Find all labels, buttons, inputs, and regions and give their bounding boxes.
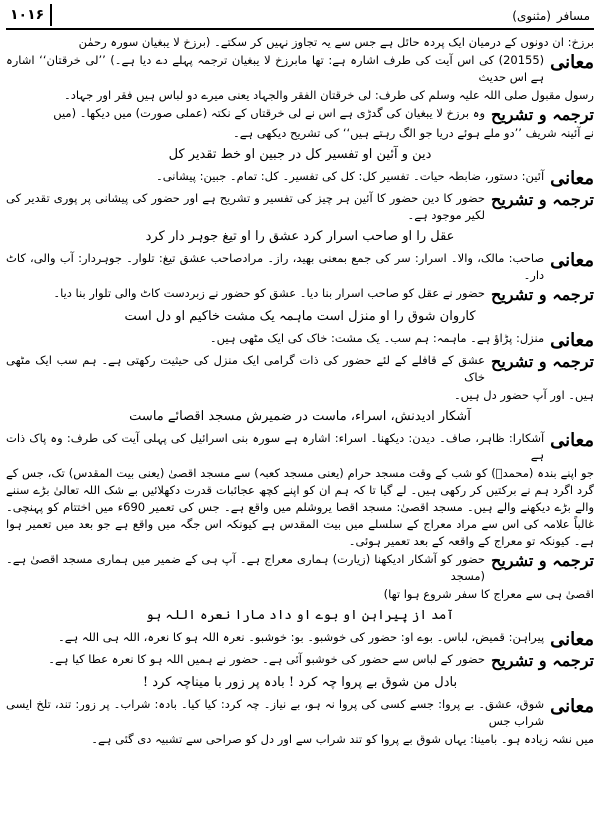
paragraph-text: اقصیٰ ہی سے معراج کا سفر شروع ہوا تھا) [383,587,594,601]
translation-row [6,105,594,124]
translation-heading: ترجمہ و تشریح [491,105,594,124]
document-page [6,4,594,832]
book-title: مسافر (مثنوی) [512,9,590,23]
paragraph-text: میں نشہ زیادہ ہو۔ بامینا: یہاں شوق بے پروا کو تند شراب سے اور دل کو صراحی سے تشبیہ دی گئی ہے۔ [91,732,594,746]
verse-line: عقل را او صاحب اسرار کرد عشق را او تیغ جوہر دار کرد [145,229,455,244]
verse-line: آمد از پیراہن او بوے او داد مارا نعرہ اللہ ہو [146,608,454,623]
translation-heading: ترجمہ و تشریح [491,190,594,209]
translation-heading: ترجمہ و تشریح [491,285,594,304]
verse-line: آشکار ادیدنش، اسراء، ماست در ضمیرش مسجد اقصائے ماست [129,409,471,424]
glossary-row [6,250,594,284]
translation-row [6,551,594,585]
glossary-heading: معانی [550,696,594,717]
paragraph-text: جو اپنے بندہ (محمدؐ) کو شب کے وقت مسجد حرام (یعنی مسجد کعبہ) سے مسجد اقصیٰ (یعنی بیت المقدس) تک، جس کے گرد اگرد ہم نے برکتیں کر رکھی ہیں۔ لے گیا تا کہ ہم ان کو اپنے کچھ عجائبات قدرت دکھلائیں بے شک اللہ تعالیٰ بڑے سننے والے بڑے دیکھنے والے ہیں۔ مسجد اقصیٰ: مسجد اقصا یروشلم میں واقع ہے۔ جس کی تعمیر 690ء میں اختتام کو پہنچی۔ غالباً علامہ کی اس سے مراد معراج کے سلسلے میں بیت المقدس ہے کیونکہ اس جگہ میں واقع ہے جو بعد میں تعمیر ہوا ہے۔ کیونکہ تو معراج کے واقعہ کے بعد تعمیر ہوئی۔ [6,466,594,548]
verse-line: کاروان شوق را او منزل است ماہمہ یک مشت خاکیم او دل است [124,309,476,324]
translation-row [6,190,594,224]
glossary-heading: معانی [550,430,594,451]
verse-line: دین و آئین او تفسیر کل در جبین او خط تقدیر کل [168,147,432,162]
glossary-heading: معانی [550,629,594,650]
row-text: عشق کے قافلے کے لئے حضور کی ذات گرامی ایک منزل کی حیثیت رکھتی ہے۔ ہم سب ایک مٹھی خاک [6,353,485,384]
glossary-heading: معانی [550,168,594,189]
glossary-row [6,52,594,86]
row-text: حضور کا دین حضور کا آئین ہر چیز کی تفسیر و تشریح ہے اور حضور کی پیشانی پر پوری تقدیر کی لکیر موجود ہے۔ [6,191,485,222]
translation-row [6,651,594,670]
glossary-row [6,696,594,730]
row-text: صاحب: مالک، والا۔ اسرار: سر کی جمع بمعنی بھید، راز۔ مرادصاحب عشق تیغ: تلوار۔ جوہردار: آب والی، کاٹ دار۔ [6,251,545,282]
page-number: ۱۰۱۶ [10,4,52,26]
paragraph-text: رسول مقبول صلی اللہ علیہ وسلم کی طرف: لی خرقتان الفقر والجہاد یعنی میرے دو لباس ہیں فقر اور جہاد۔ [64,88,594,102]
row-text: شوق، عشق۔ بے پروا: جسے کسی کی پروا نہ ہو، بے نیاز۔ چہ کرد: کیا کیا۔ بادہ: شراب۔ پر زور: تند، تلخ ایسی شراب جس [6,697,545,728]
book-subtitle: (مثنوی) [512,9,551,23]
glossary-heading: معانی [550,330,594,351]
row-text: وہ برزخ لا یبغیان کی گدڑی ہے اس نے لی خرقتاں کے نکتہ (عملی صورت) میں دیکھا۔ (میں [53,106,485,120]
row-text: حضور کے لباس سے حضور کی خوشبو آئی ہے۔ حضور نے ہمیں اللہ ہو کا نعرہ عطا کیا ہے۔ [48,652,485,666]
paragraph-text: نے آئینہ شریف ’’دو ملے ہوئے دریا جو الگ رہتے ہیں‘‘ کی تشریح دیکھی ہے۔ [232,126,594,140]
translation-row [6,352,594,386]
translation-heading: ترجمہ و تشریح [491,551,594,570]
glossary-row [6,430,594,464]
verse-line: بادل من شوق بے پروا چہ کرد ! بادہ پر زور با میناچہ کرد ! [142,675,458,690]
page-body [6,30,594,748]
row-text: (20155) کی اس آیت کی طرف اشارہ ہے: تھا مابرزخ لا یبغیان ترجمہ پہلے دے دیا ہے۔) ’’لی خرقتان‘‘ اشارہ ہے اس حدیث [6,53,545,84]
paragraph-text: ہیں۔ اور آپ حضور دل ہیں۔ [453,388,594,402]
glossary-row [6,629,594,650]
translation-row [6,285,594,304]
row-text: منزل: پڑاؤ ہے۔ ماہمہ: ہم سب۔ یک مشت: خاک کی ایک مٹھی ہیں۔ [209,331,545,345]
translation-heading: ترجمہ و تشریح [491,651,594,670]
glossary-heading: معانی [550,250,594,271]
paragraph-text: برزخ: ان دونوں کے درمیان ایک پردہ حائل ہے جس سے یہ تجاوز نہیں کر سکتے۔ (برزخ لا یبغیان سورہ رحمٰن [78,35,594,49]
row-text: آئین: دستور، ضابطہ حیات۔ تفسیر کل: کل کی تفسیر۔ کل: تمام۔ جبین: پیشانی۔ [155,169,545,183]
glossary-heading: معانی [550,52,594,73]
row-text: پیراہن: قمیض، لباس۔ بوے او: حضور کی خوشبو۔ بو: خوشبو۔ نعرہ اللہ ہو کا نعرہ، اللہ ہی اللہ ہے۔ [57,630,545,644]
row-text: حضور نے عقل کو صاحب اسرار بنا دیا۔ عشق کو حضور نے زبردست کاٹ والی تلوار بنا دیا۔ [53,286,485,300]
row-text: حضور کو آشکار ادیکھنا (زیارت) ہماری معراج ہے۔ آپ ہی کے ضمیر میں ہماری مسجد اقصیٰ ہے۔ (مسجد [6,552,485,583]
page-header [6,4,594,30]
row-text: آشکارا: ظاہر، صاف۔ دیدن: دیکھنا۔ اسراء: اشارہ ہے سورہ بنی اسرائیل کی پہلی آیت کی طرف: وہ پاک ذات ہے [6,431,545,462]
glossary-row [6,330,594,351]
translation-heading: ترجمہ و تشریح [491,352,594,371]
glossary-row [6,168,594,189]
